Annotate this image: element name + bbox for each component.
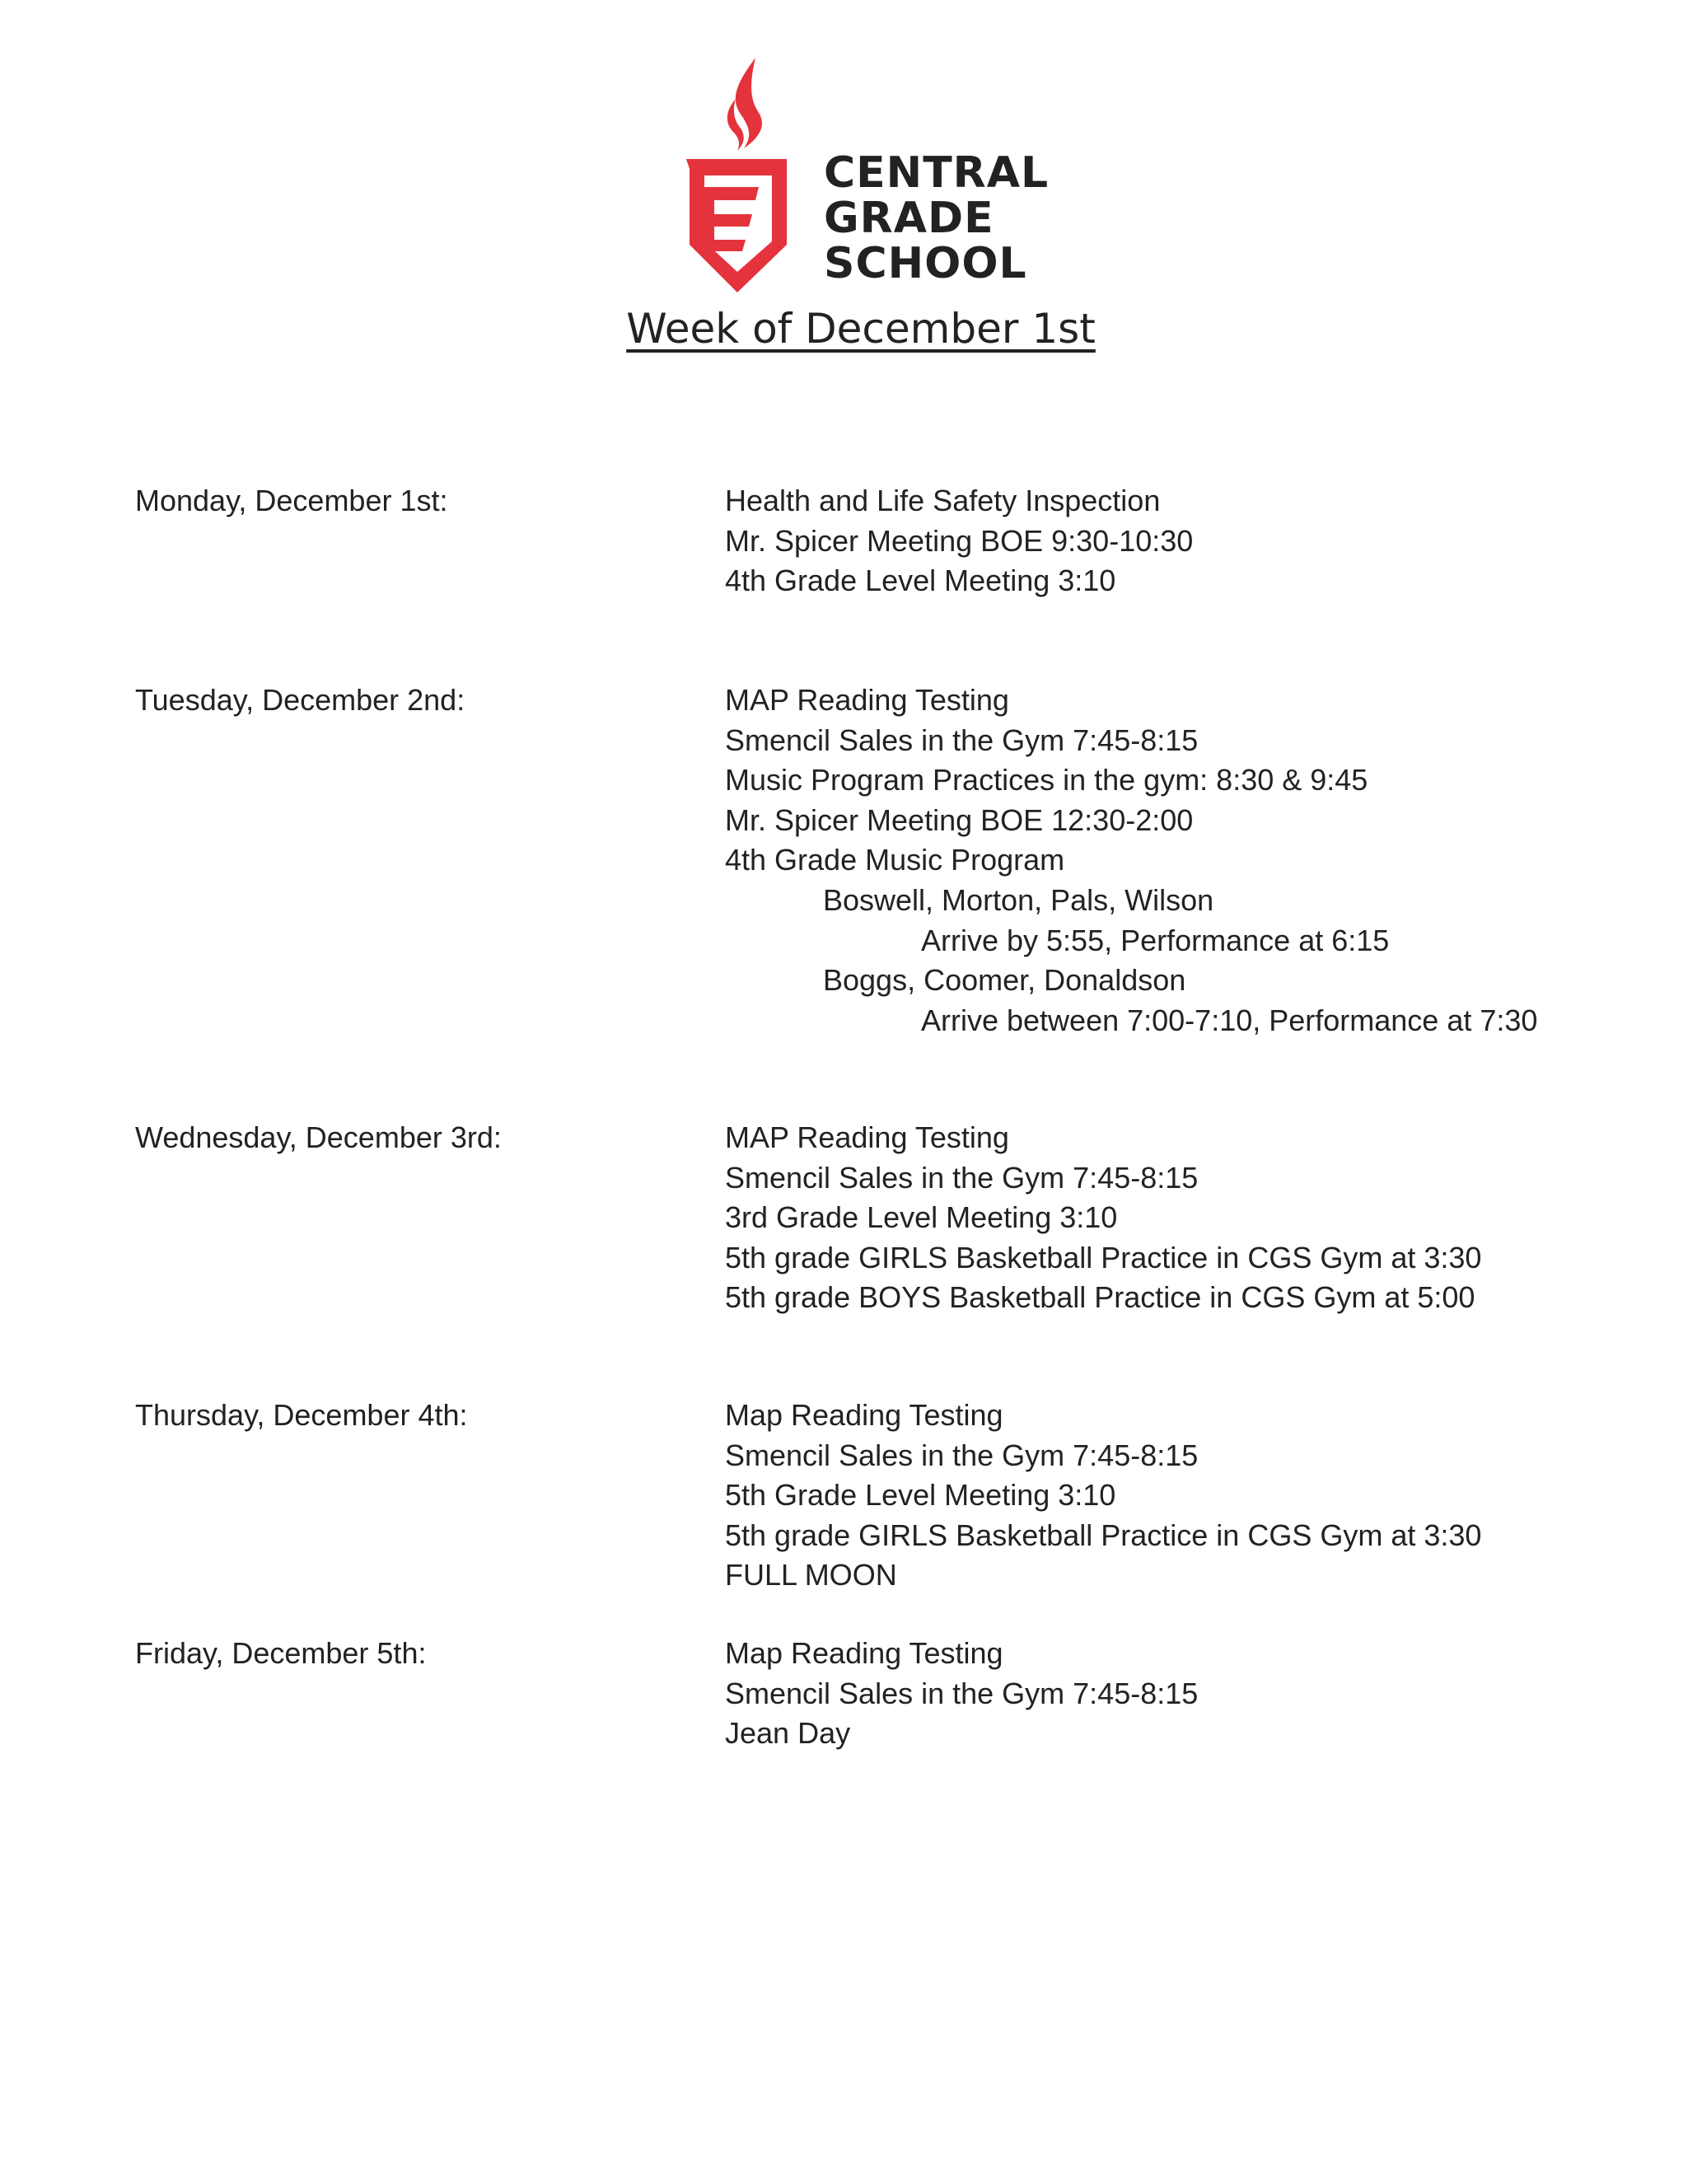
logo-wordmark — [824, 148, 1050, 288]
event-item: Smencil Sales in the Gym 7:45-8:15 — [725, 1676, 1199, 1710]
day-label: Monday, December 1st: — [135, 484, 448, 517]
event-item: 5th grade GIRLS Basketball Practice in CGS Gym at 3:30 — [725, 1518, 1482, 1552]
event-item: FULL MOON — [725, 1558, 897, 1592]
day-events — [725, 481, 1193, 601]
event-item: MAP Reading Testing — [725, 683, 1009, 717]
event-item: 4th Grade Level Meeting 3:10 — [725, 564, 1116, 598]
event-item: Mr. Spicer Meeting BOE 12:30-2:00 — [725, 802, 1194, 837]
event-item: MAP Reading Testing — [725, 1120, 1009, 1154]
event-item: Health and Life Safety Inspection — [725, 484, 1161, 517]
event-item: 3rd Grade Level Meeting 3:10 — [725, 1200, 1118, 1235]
event-item: Smencil Sales in the Gym 7:45-8:15 — [725, 1160, 1199, 1195]
event-item: Arrive by 5:55, Performance at 6:15 — [921, 923, 1390, 957]
page-title: Week of December 1st — [626, 305, 1096, 353]
event-item: Jean Day — [725, 1716, 851, 1751]
day-label: Wednesday, December 3rd: — [135, 1120, 502, 1154]
logo-line: CENTRAL — [824, 148, 1050, 198]
event-item: Smencil Sales in the Gym 7:45-8:15 — [725, 1438, 1199, 1472]
event-item: Mr. Spicer Meeting BOE 9:30-10:30 — [725, 523, 1194, 558]
event-item: Map Reading Testing — [725, 1398, 1003, 1432]
event-item: 5th grade BOYS Basketball Practice in CGS Gym at 5:00 — [725, 1280, 1475, 1315]
event-item: Map Reading Testing — [725, 1636, 1003, 1670]
day-events — [725, 1634, 1198, 1754]
event-item: 5th Grade Level Meeting 3:10 — [725, 1478, 1116, 1513]
event-item: Smencil Sales in the Gym 7:45-8:15 — [725, 723, 1199, 757]
shield-icon — [686, 159, 787, 292]
torch-flame-icon — [727, 58, 762, 151]
day-events — [725, 1118, 1481, 1318]
day-events — [725, 680, 1537, 1041]
logo-line: SCHOOL — [824, 239, 1027, 288]
event-item: Arrive between 7:00-7:10, Performance at 7:30 — [921, 1003, 1538, 1037]
day-events — [725, 1396, 1481, 1596]
logo-line: GRADE — [824, 194, 994, 243]
event-item: 5th grade GIRLS Basketball Practice in CGS Gym at 3:30 — [725, 1240, 1482, 1274]
day-label: Thursday, December 4th: — [135, 1398, 468, 1432]
day-label: Tuesday, December 2nd: — [135, 683, 465, 717]
day-label: Friday, December 5th: — [135, 1636, 427, 1670]
event-item: 4th Grade Music Program — [725, 843, 1065, 877]
event-item: Boggs, Coomer, Donaldson — [823, 963, 1186, 998]
event-item: Boswell, Morton, Pals, Wilson — [823, 882, 1214, 917]
event-item: Music Program Practices in the gym: 8:30 & 9:45 — [725, 763, 1368, 797]
